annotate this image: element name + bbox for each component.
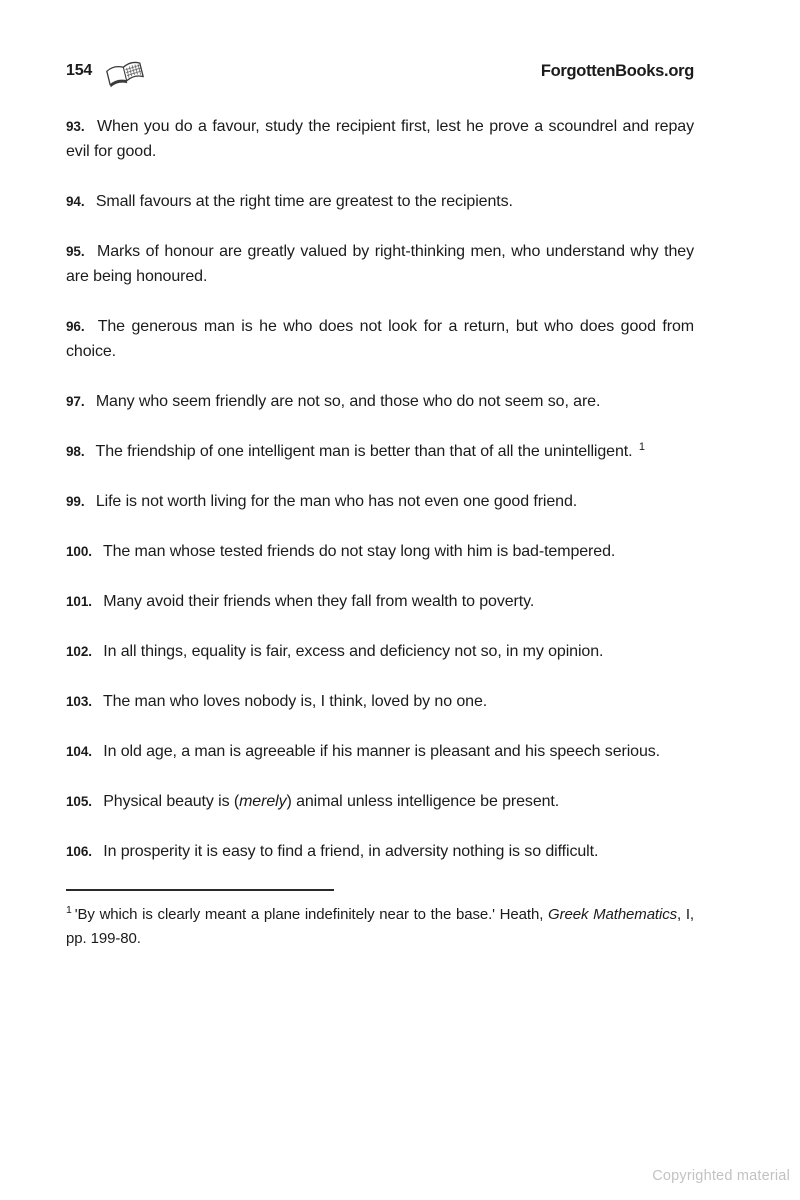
aphorism-number: 104.	[66, 744, 92, 759]
footnote-text	[66, 903, 694, 951]
text-run: When you do a favour, study the recipient first, lest he prove a scoundrel and repay evil for good.	[66, 118, 694, 160]
aphorism-list	[66, 114, 694, 864]
aphorism-item	[66, 639, 694, 664]
text-run: In prosperity it is easy to find a friend, in adversity nothing is so difficult.	[103, 843, 599, 860]
text-run: In all things, equality is fair, excess and deficiency not so, in my opinion.	[103, 643, 604, 660]
page-number: 154	[66, 62, 93, 79]
aphorism-number: 95.	[66, 244, 85, 259]
aphorism-number: 100.	[66, 544, 92, 559]
aphorism-number: 99.	[66, 494, 85, 509]
footnote-marker: 1	[66, 904, 72, 916]
aphorism-number: 96.	[66, 319, 85, 334]
open-book-icon	[102, 58, 148, 95]
aphorism-number: 93.	[66, 119, 85, 134]
text-run: ) animal unless intelligence be present.	[286, 793, 560, 810]
text-run: In old age, a man is agreeable if his manner is pleasant and his speech serious.	[103, 743, 661, 760]
footnote-divider	[66, 889, 334, 891]
text-run: Life is not worth living for the man who has not even one good friend.	[95, 493, 578, 510]
aphorism-number: 97.	[66, 394, 85, 409]
aphorism-number: 101.	[66, 594, 92, 609]
text-run: Small favours at the right time are greatest to the recipients.	[95, 193, 513, 210]
footnote-section	[66, 889, 694, 951]
italic-text: merely	[239, 793, 287, 810]
header-left	[66, 60, 148, 95]
italic-text: Greek Mathematics	[548, 906, 678, 923]
aphorism-item	[66, 114, 694, 164]
aphorism-item	[66, 489, 694, 514]
aphorism-item	[66, 439, 694, 464]
copyright-watermark: Copyrighted material	[652, 1168, 790, 1184]
text-run: Physical beauty is (	[103, 793, 240, 810]
aphorism-number: 102.	[66, 644, 92, 659]
text-run: Marks of honour are greatly valued by right-thinking men, who understand why they are being honoured.	[66, 243, 694, 285]
aphorism-number: 103.	[66, 694, 92, 709]
text-run: , I, pp. 199-80.	[66, 906, 694, 947]
text-run: The friendship of one intelligent man is better than that of all the unintelligent.	[95, 443, 637, 460]
text-run: Many avoid their friends when they fall from wealth to poverty.	[103, 593, 535, 610]
text-run: The man who loves nobody is, I think, loved by no one.	[102, 693, 488, 710]
aphorism-item	[66, 239, 694, 289]
site-name: ForgottenBooks.org	[540, 62, 694, 80]
footnote-reference: 1	[638, 440, 645, 453]
page-header	[66, 60, 694, 94]
text-run: Many who seem friendly are not so, and those who do not seem so, are.	[95, 393, 601, 410]
aphorism-number: 106.	[66, 844, 92, 859]
aphorism-number: 105.	[66, 794, 92, 809]
aphorism-item	[66, 789, 694, 814]
aphorism-number: 94.	[66, 194, 85, 209]
aphorism-item	[66, 539, 694, 564]
aphorism-item	[66, 589, 694, 614]
aphorism-item	[66, 839, 694, 864]
aphorism-item	[66, 314, 694, 364]
text-run: The man whose tested friends do not stay long with him is bad-tempered.	[102, 543, 616, 560]
aphorism-item	[66, 739, 694, 764]
aphorism-item	[66, 689, 694, 714]
text-run: The generous man is he who does not look for a return, but who does good from choice.	[66, 318, 694, 360]
aphorism-item	[66, 389, 694, 414]
aphorism-item	[66, 189, 694, 214]
text-run: 'By which is clearly meant a plane indefinitely near to the base.' Heath,	[74, 906, 549, 923]
aphorism-number: 98.	[66, 444, 85, 459]
